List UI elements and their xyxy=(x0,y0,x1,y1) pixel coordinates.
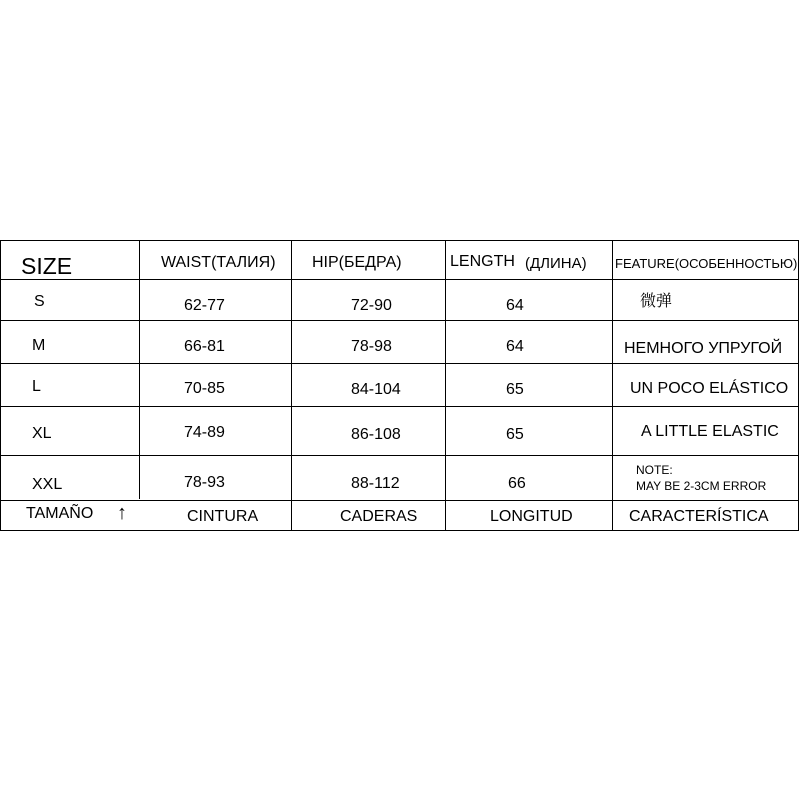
size-chart-table xyxy=(0,240,799,531)
row-waist-xl: 74-89 xyxy=(184,424,225,441)
row-length-xxl: 66 xyxy=(508,475,526,492)
row-hip-s: 72-90 xyxy=(351,297,392,314)
header-length-ru: (ДЛИНА) xyxy=(525,255,587,272)
row-divider xyxy=(1,406,798,407)
note-text: MAY BE 2-3CM ERROR xyxy=(636,479,767,493)
row-divider xyxy=(1,320,798,321)
row-hip-xl: 86-108 xyxy=(351,426,401,443)
row-size-xxl: XXL xyxy=(32,476,63,493)
row-feature-l: UN POCO ELÁSTICO xyxy=(630,380,789,397)
row-length-xl: 65 xyxy=(506,426,524,443)
header-length: LENGTH xyxy=(450,253,515,270)
row-divider xyxy=(1,363,798,364)
row-size-xl: XL xyxy=(32,425,52,442)
row-hip-m: 78-98 xyxy=(351,338,392,355)
row-length-s: 64 xyxy=(506,297,524,314)
footer-hip: CADERAS xyxy=(340,508,418,525)
row-feature-m: НЕМНОГО УПРУГОЙ xyxy=(624,340,783,357)
header-waist: WAIST(ТАЛИЯ) xyxy=(161,254,276,271)
header-feature: FEATURE(ОСОБЕННОСТЬЮ) xyxy=(615,256,798,271)
up-arrow-icon: ↑ xyxy=(117,502,127,524)
row-waist-m: 66-81 xyxy=(184,338,225,355)
footer-waist: CINTURA xyxy=(187,508,259,525)
footer-feature: CARACTERÍSTICA xyxy=(629,508,769,525)
row-waist-s: 62-77 xyxy=(184,297,225,314)
row-feature-s: 微弹 xyxy=(640,293,673,310)
row-divider xyxy=(1,279,798,280)
row-waist-l: 70-85 xyxy=(184,380,225,397)
row-hip-l: 84-104 xyxy=(351,381,401,398)
row-length-m: 64 xyxy=(506,338,524,355)
column-divider xyxy=(291,241,292,531)
row-size-s: S xyxy=(34,293,45,310)
row-size-m: M xyxy=(32,337,46,354)
header-size: SIZE xyxy=(21,253,73,279)
column-divider xyxy=(139,241,140,499)
row-size-l: L xyxy=(32,378,41,395)
column-divider xyxy=(445,241,446,531)
row-hip-xxl: 88-112 xyxy=(351,475,400,492)
header-hip: HIP(БЕДРА) xyxy=(312,254,402,271)
row-divider xyxy=(1,455,798,456)
note-title: NOTE: xyxy=(636,463,673,477)
footer-length: LONGITUD xyxy=(490,508,573,525)
row-divider xyxy=(1,500,798,501)
row-waist-xxl: 78-93 xyxy=(184,474,225,491)
footer-size: TAMAÑO xyxy=(26,505,94,522)
column-divider xyxy=(612,241,613,531)
row-feature-xl: A LITTLE ELASTIC xyxy=(641,423,779,440)
row-length-l: 65 xyxy=(506,381,524,398)
